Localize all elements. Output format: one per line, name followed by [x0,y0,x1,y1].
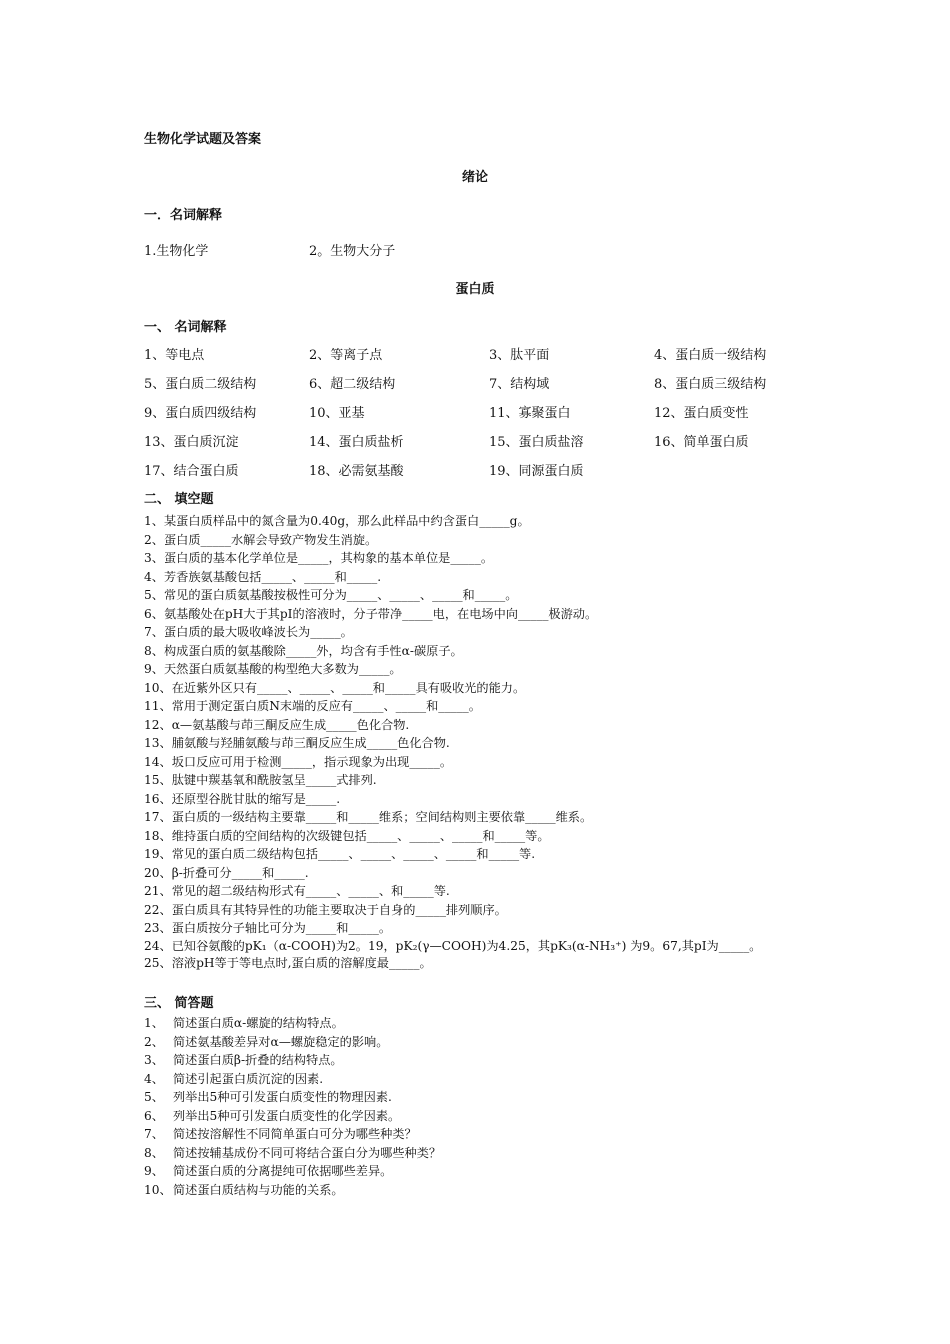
short-answer-list [144,1014,824,1199]
short-answer-item [144,1014,824,1033]
fill-blank-item: 22、蛋白质具有其特异性的功能主要取决于自身的_____排列顺序。 [144,902,507,917]
protein-term: 3、肽平面 [489,348,550,363]
short-answer-heading: 三、 简答题 [144,996,214,1011]
short-answer-item [144,1088,824,1107]
item-text: 列举出5种可引发蛋白质变性的物理因素. [173,1090,392,1104]
item-number: 1、 [144,1016,164,1030]
fill-blank-item: 8、构成蛋白质的氨基酸除_____外，均含有手性α-碳原子。 [144,643,463,658]
short-answer-item [144,1051,824,1070]
protein-term: 1、等电点 [144,348,205,363]
protein-term: 12、蛋白质变性 [654,406,749,421]
protein-term: 15、蛋白质盐溶 [489,435,584,450]
fill-blank-item: 25、溶液pH等于等电点时,蛋白质的溶解度最_____。 [144,955,432,970]
protein-term: 9、蛋白质四级结构 [144,406,257,421]
protein-term: 19、同源蛋白质 [489,464,584,479]
short-answer-item [144,1125,824,1144]
protein-term: 2、等离子点 [309,348,383,363]
item-number: 7、 [144,1127,164,1141]
fill-blank-item: 7、蛋白质的最大吸收峰波长为_____。 [144,625,353,639]
fill-blank-item: 13、脯氨酸与羟脯氨酸与茚三酮反应生成_____色化合物. [144,736,450,750]
document-title: 生物化学试题及答案 [144,132,262,147]
item-text: 简述蛋白质的分离提纯可依据哪些差异。 [173,1164,393,1178]
item-text: 简述引起蛋白质沉淀的因素. [173,1071,324,1086]
protein-term: 14、蛋白质盐析 [309,435,404,450]
item-number: 10、 [144,1182,172,1197]
fill-blank-item: 12、α—氨基酸与茚三酮反应生成_____色化合物. [144,717,410,732]
item-number: 9、 [144,1164,164,1178]
fill-blank-item: 11、常用于测定蛋白质N末端的反应有_____、_____和_____。 [144,699,481,713]
fill-blank-item: 24、已知谷氨酸的pK₁（α-COOH)为2。19，pK₂(γ—COOH)为4.25，其pK₃(α-NH₃⁺) 为9。67,其pI为_____。 [144,938,762,953]
fill-blank-item: 2、蛋白质_____水解会导致产物发生消旋。 [144,532,378,547]
protein-term: 17、结合蛋白质 [144,464,239,479]
fill-blank-item: 16、还原型谷胱甘肽的缩写是_____. [144,791,341,806]
fill-blank-item: 10、在近紫外区只有_____、_____、_____和_____具有吸收光的能力。 [144,680,526,695]
fill-blank-item: 3、蛋白质的基本化学单位是_____，其构象的基本单位是_____。 [144,551,494,565]
item-text: 简述蛋白质β-折叠的结构特点。 [173,1053,343,1067]
item-number: 2、 [144,1034,164,1049]
fill-blank-item: 9、天然蛋白质氨基酸的构型绝大多数为_____。 [144,662,402,676]
fill-blank-item: 5、常见的蛋白质氨基酸按极性可分为_____、_____、_____和_____。 [144,588,518,602]
fill-blank-item: 23、蛋白质按分子轴比可分为_____和_____。 [144,921,392,935]
protein-term: 7、结构域 [489,377,550,392]
item-text: 简述氨基酸差异对α—螺旋稳定的影响。 [173,1034,389,1049]
chapter-heading-intro: 绪论 [461,170,488,185]
fill-blank-item: 17、蛋白质的一级结构主要靠_____和_____维系；空间结构则主要依靠_____维系。 [144,810,593,824]
fill-blank-item: 20、β-折叠可分_____和_____. [144,865,309,880]
protein-terms-heading: 一、 名词解释 [144,320,227,335]
protein-term: 10、亚基 [309,406,365,421]
fill-blank-item: 15、肽键中羰基氧和酰胺氢呈_____式排列. [144,773,377,787]
fill-blank-heading: 二、 填空题 [144,492,214,507]
fill-blank-item: 1、某蛋白质样品中的氮含量为0.40g，那么此样品中约含蛋白_____g。 [144,514,530,528]
intro-term: 2。生物大分子 [309,244,396,259]
short-answer-item [144,1144,824,1163]
fill-blank-item: 14、坂口反应可用于检测_____，指示现象为出现_____。 [144,754,453,769]
short-answer-item [144,1070,824,1089]
item-number: 8、 [144,1145,164,1160]
item-text: 简述蛋白质结构与功能的关系。 [173,1182,344,1197]
protein-term: 6、超二级结构 [309,377,396,392]
short-answer-item [144,1162,824,1181]
fill-blank-item: 19、常见的蛋白质二级结构包括_____、_____、_____、_____和_____等. [144,847,536,861]
short-answer-item [144,1107,824,1126]
protein-term: 18、必需氨基酸 [309,464,404,479]
fill-blank-item: 18、维持蛋白质的空间结构的次级键包括_____、_____、_____和_____等。 [144,828,550,843]
fill-blank-item: 21、常见的超二级结构形式有_____、_____、和_____等. [144,884,450,898]
protein-term: 8、蛋白质三级结构 [654,377,767,392]
protein-term: 4、蛋白质一级结构 [654,348,767,363]
fill-blank-item: 4、芳香族氨基酸包括_____、_____和_____. [144,569,382,584]
protein-term: 16、简单蛋白质 [654,435,749,450]
protein-term: 13、蛋白质沉淀 [144,435,239,450]
fill-blank-item: 6、氨基酸处在pH大于其pI的溶液时，分子带净_____电，在电场中向_____极游动。 [144,606,598,621]
chapter-heading-protein: 蛋白质 [455,282,495,297]
short-answer-item [144,1033,824,1052]
item-number: 6、 [144,1108,164,1123]
protein-term: 11、寡聚蛋白 [489,406,571,421]
item-number: 4、 [144,1071,164,1086]
item-text: 列举出5种可引发蛋白质变性的化学因素。 [173,1108,401,1123]
item-number: 3、 [144,1053,164,1067]
item-number: 5、 [144,1090,164,1104]
fill-blank-list [144,512,824,972]
intro-term: 1.生物化学 [144,244,209,259]
protein-term: 5、蛋白质二级结构 [144,377,257,392]
short-answer-item [144,1181,824,1200]
intro-terms-heading: 一．名词解释 [144,208,223,223]
item-text: 简述蛋白质α-螺旋的结构特点。 [173,1016,344,1030]
item-text: 简述按辅基成份不同可将结合蛋白分为哪些种类？ [173,1145,442,1160]
item-text: 简述按溶解性不同简单蛋白可分为哪些种类？ [173,1127,417,1141]
